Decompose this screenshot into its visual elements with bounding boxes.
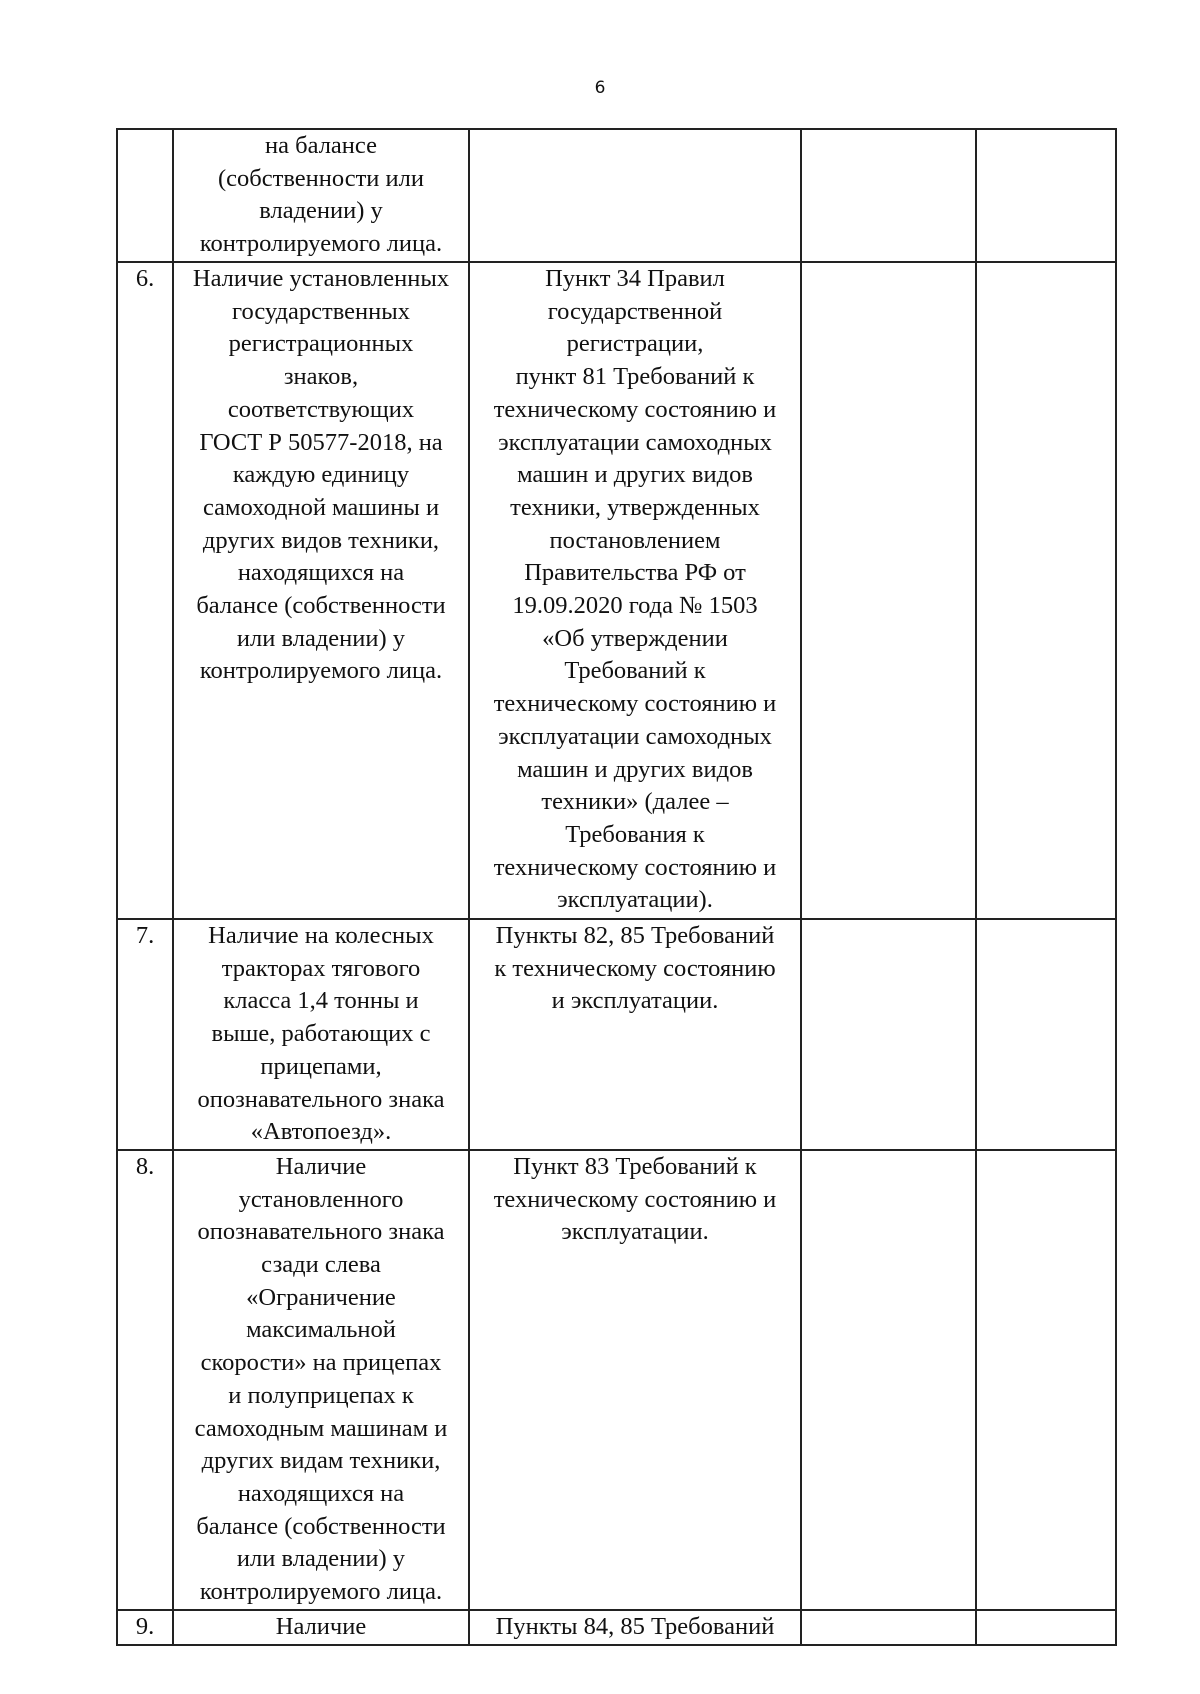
legal-reference-cell: Пункты 82, 85 Требований к техническому состоянию и эксплуатации.	[469, 919, 801, 1150]
legal-reference-cell: Пункты 84, 85 Требований	[469, 1610, 801, 1645]
empty-cell	[801, 262, 976, 919]
row-number-cell	[117, 129, 173, 262]
empty-cell	[801, 1610, 976, 1645]
table-row	[117, 1610, 1116, 1645]
requirement-cell: Наличие	[173, 1610, 469, 1645]
empty-cell	[976, 1150, 1116, 1610]
legal-reference-cell	[469, 129, 801, 262]
requirement-cell: Наличие установленного опознавательного знака сзади слева «Ограничение максимальной скорости» на прицепах и полуприцепах к самоходным машинам и других видам техники, находящихся на балансе (собственности или владении) у контролируемого лица.	[173, 1150, 469, 1610]
table-row	[117, 129, 1116, 262]
requirement-cell: Наличие установленных государственных регистрационных знаков, соответствующих ГОСТ Р 50577-2018, на каждую единицу самоходной машины и других видов техники, находящихся на балансе (собственности или владении) у контролируемого лица.	[173, 262, 469, 919]
row-number-cell: 9.	[117, 1610, 173, 1645]
table-row	[117, 919, 1116, 1150]
row-number-cell: 6.	[117, 262, 173, 919]
requirement-cell: на балансе (собственности или владении) у контролируемого лица.	[173, 129, 469, 262]
empty-cell	[801, 129, 976, 262]
row-number-cell: 8.	[117, 1150, 173, 1610]
page-number: 6	[594, 78, 606, 98]
empty-cell	[801, 1150, 976, 1610]
empty-cell	[976, 262, 1116, 919]
table-row	[117, 1150, 1116, 1610]
checklist-table	[116, 128, 1117, 1646]
table-row	[117, 262, 1116, 919]
row-number-cell: 7.	[117, 919, 173, 1150]
requirement-cell: Наличие на колесных тракторах тягового класса 1,4 тонны и выше, работающих с прицепами, опознавательного знака «Автопоезд».	[173, 919, 469, 1150]
legal-reference-cell: Пункт 83 Требований к техническому состоянию и эксплуатации.	[469, 1150, 801, 1610]
empty-cell	[976, 1610, 1116, 1645]
empty-cell	[976, 919, 1116, 1150]
empty-cell	[801, 919, 976, 1150]
legal-reference-cell: Пункт 34 Правил государственной регистрации, пункт 81 Требований к техническому состоянию и эксплуатации самоходных машин и других видов техники, утвержденных постановлением Правительства РФ от 19.09.2020 года № 1503 «Об утверждении Требований к техническому состоянию и эксплуатации самоходных машин и других видов техники» (далее – Требования к техническому состоянию и эксплуатации).	[469, 262, 801, 919]
empty-cell	[976, 129, 1116, 262]
